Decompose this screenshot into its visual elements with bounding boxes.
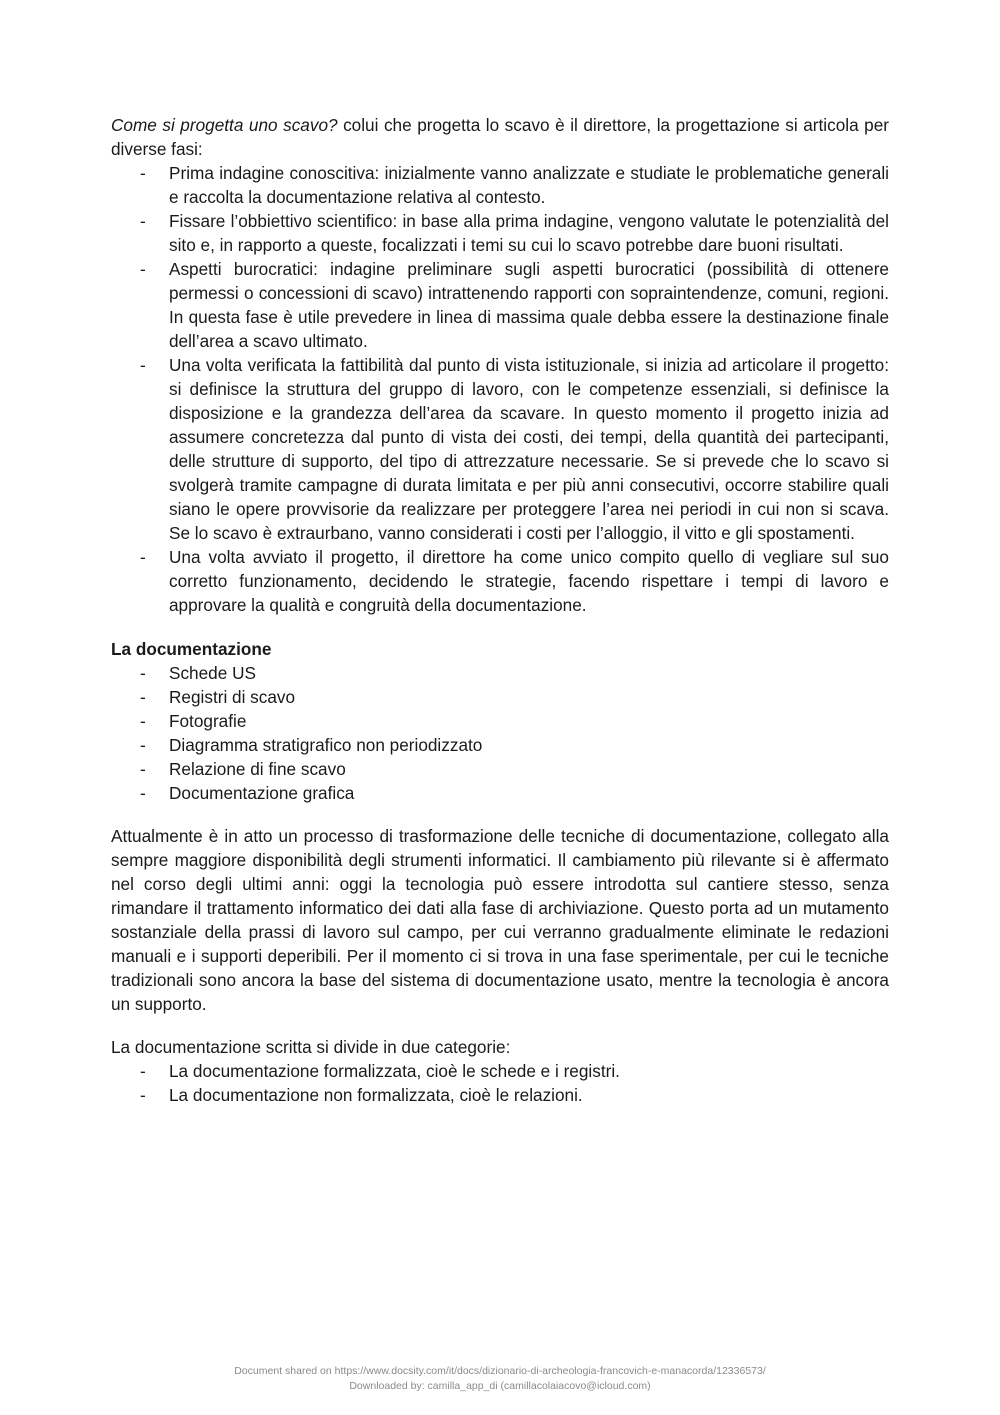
list-item-doc-1: - Schede US <box>111 661 889 685</box>
documentation-list <box>111 661 889 805</box>
list-item-phase-4: - Una volta verificata la fattibilità dal punto di vista istituzionale, si inizia ad articolare il progetto: si definisce la struttura del gruppo di lavoro, con le competenze essenziali, si definisce la disposizione e la grandezza dell’area da scavare. In questo momento il progetto inizia ad assumere concretezza dal punto di vista dei costi, dei tempi, della quantità dei partecipanti, delle strutture di supporto, del tipo di attrezzature necessarie. Se si prevede che lo scavo si svolgerà tramite campagne di durata limitata e per più anni consecutivi, occorre stabilire quali siano le opere provvisorie da realizzare per proteggere l’area nei periodi in cui non si scava. Se lo scavo è extraurbano, vanno considerati i costi per l’alloggio, il vitto e gli spostamenti. <box>111 353 889 545</box>
list-item-phase-1: - Prima indagine conoscitiva: inizialmente vanno analizzate e studiate le problematiche generali e raccolta la documentazione relativa al contesto. <box>111 161 889 209</box>
download-footer <box>0 1364 1000 1394</box>
list-item-doc-6: - Documentazione grafica <box>111 781 889 805</box>
list-item-doc-4: - Diagramma stratigrafico non periodizzato <box>111 733 889 757</box>
list-item-doc-2: - Registri di scavo <box>111 685 889 709</box>
footer-downloaded-line: Downloaded by: camilla_app_di (camillacolaiacovo@icloud.com) <box>349 1380 651 1392</box>
list-item-written-2: - La documentazione non formalizzata, cioè le relazioni. <box>111 1083 889 1107</box>
list-item-doc-5: - Relazione di fine scavo <box>111 757 889 781</box>
written-doc-list <box>111 1059 889 1107</box>
document-page <box>111 113 889 1107</box>
paragraph-transformation: Attualmente è in atto un processo di trasformazione delle tecniche di documentazione, collegato alla sempre maggiore disponibilità degli strumenti informatici. Il cambiamento più rilevante si è affermato nel corso degli ultimi anni: oggi la tecnologia può essere introdotta sul cantiere stesso, senza rimandare il trattamento informatico dei dati alla fase di archiviazione. Questo porta ad un mutamento sostanziale della prassi di lavoro sul campo, per cui verranno gradualmente eliminate le redazioni manuali e i supporti deperibili. Per il momento ci si trova in una fase sperimentale, per cui le tecniche tradizionali sono ancora la base del sistema di documentazione usato, mentre la tecnologia è ancora un supporto. <box>111 826 889 1014</box>
list-item-phase-3: - Aspetti burocratici: indagine preliminare sugli aspetti burocratici (possibilità di ottenere permessi o concessioni di scavo) intrattenendo rapporti con sopraintendenze, comuni, regioni. In questa fase è utile prevedere in linea di massima quale debba essere la destinazione finale dell’area a scavo ultimato. <box>111 257 889 353</box>
intro-question: Come si progetta uno scavo? <box>111 115 338 135</box>
section-heading-documentazione: La documentazione <box>111 639 272 659</box>
list-item-doc-3: - Fotografie <box>111 709 889 733</box>
paragraph-written-doc-intro: La documentazione scritta si divide in due categorie: <box>111 1037 511 1057</box>
intro-text: colui che progetta lo scavo è il direttore, la progettazione si articola per diverse fasi: <box>111 115 889 159</box>
phases-list <box>111 161 889 617</box>
footer-shared-line: Document shared on https://www.docsity.com/it/docs/dizionario-di-archeologia-francovich-e-manacorda/12336573/ <box>234 1365 766 1377</box>
intro-paragraph <box>111 113 889 161</box>
list-item-phase-5: - Una volta avviato il progetto, il direttore ha come unico compito quello di vegliare sul suo corretto funzionamento, decidendo le strategie, facendo rispettare i tempi di lavoro e approvare la qualità e congruità della documentazione. <box>111 545 889 617</box>
list-item-written-1: - La documentazione formalizzata, cioè le schede e i registri. <box>111 1059 889 1083</box>
list-item-phase-2: - Fissare l’obbiettivo scientifico: in base alla prima indagine, vengono valutate le potenzialità del sito e, in rapporto a queste, focalizzati i temi su cui lo scavo potrebbe dare buoni risultati. <box>111 209 889 257</box>
